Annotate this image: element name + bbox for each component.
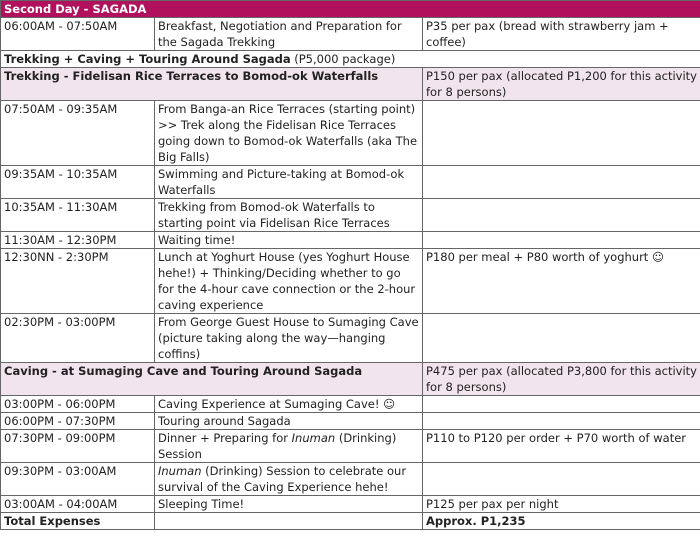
activity-emphasis: Inuman (291, 431, 336, 445)
time-cell: 03:00AM - 04:00AM (1, 496, 155, 513)
table-row (1, 496, 700, 513)
table-row (1, 314, 700, 363)
table-row (1, 463, 700, 496)
time-cell: 07:30PM - 09:00PM (1, 430, 155, 463)
table-row (1, 430, 700, 463)
cost-cell: P125 per pax per night (423, 496, 700, 513)
cost-cell (423, 314, 700, 363)
table-row (1, 396, 700, 413)
activity-cell: From Banga-an Rice Terraces (starting point) >> Trek along the Fidelisan Rice Terraces going down to Bomod-ok Waterfalls (aka The Big Falls) (155, 101, 423, 166)
total-label: Total Expenses (1, 513, 155, 530)
activity-cell: Sleeping Time! (155, 496, 423, 513)
time-cell: 06:00PM - 07:30PM (1, 413, 155, 430)
activity-cell: Waiting time! (155, 232, 423, 249)
time-cell: 06:00AM - 07:50AM (1, 18, 155, 51)
activity-cell: Lunch at Yoghurt House (yes Yoghurt House hehe!) + Thinking/Deciding whether to go for the 4-hour cave connection or the 2-hour caving experience (155, 249, 423, 314)
activity-cell (155, 463, 423, 496)
package-row (1, 51, 700, 68)
cost-cell (423, 101, 700, 166)
cost-cell (423, 463, 700, 496)
title-row (1, 1, 700, 18)
cost-cell (423, 166, 700, 199)
activity-cell: From George Guest House to Sumaging Cave (picture taking along the way—hanging coffins) (155, 314, 423, 363)
table-row (1, 232, 700, 249)
activity-cell: Breakfast, Negotiation and Preparation for the Sagada Trekking (155, 18, 423, 51)
activity-cell (155, 430, 423, 463)
package-label-bold: Trekking + Caving + Touring Around Sagada (4, 52, 291, 66)
cave-section-row (1, 363, 700, 396)
cost-cell (423, 413, 700, 430)
table-row (1, 101, 700, 166)
table-row (1, 18, 700, 51)
time-cell: 12:30NN - 2:30PM (1, 249, 155, 314)
total-value: Approx. P1,235 (423, 513, 700, 530)
activity-cell: Swimming and Picture-taking at Bomod-ok Waterfalls (155, 166, 423, 199)
table-row (1, 199, 700, 232)
cave-section-label: Caving - at Sumaging Cave and Touring Around Sagada (1, 363, 423, 396)
table-row (1, 166, 700, 199)
time-cell: 11:30AM - 12:30PM (1, 232, 155, 249)
activity-text: (Drinking) Session to celebrate our survival of the Caving Experience hehe! (158, 464, 407, 494)
trek-section-cost: P150 per pax (allocated P1,200 for this activity for 8 persons) (423, 68, 700, 101)
trek-section-row (1, 68, 700, 101)
package-price: (P5,000 package) (290, 52, 396, 66)
day-title: Second Day - SAGADA (1, 1, 700, 18)
activity-text: Dinner + Preparing for (158, 431, 292, 445)
time-cell: 07:50AM - 09:35AM (1, 101, 155, 166)
time-cell: 09:30PM - 03:00AM (1, 463, 155, 496)
table-row (1, 413, 700, 430)
table-row (1, 249, 700, 314)
time-cell: 03:00PM - 06:00PM (1, 396, 155, 413)
time-cell: 09:35AM - 10:35AM (1, 166, 155, 199)
activity-cell: Caving Experience at Sumaging Cave! ☺ (155, 396, 423, 413)
cost-cell (423, 232, 700, 249)
cost-cell: P180 per meal + P80 worth of yoghurt ☺ (423, 249, 700, 314)
cost-cell: P110 to P120 per order + P70 worth of water (423, 430, 700, 463)
time-cell: 02:30PM - 03:00PM (1, 314, 155, 363)
trek-section-label: Trekking - Fidelisan Rice Terraces to Bomod-ok Waterfalls (1, 68, 423, 101)
activity-text: (Drinking) Session (158, 431, 397, 461)
cave-section-cost: P475 per pax (allocated P3,800 for this activity for 8 persons) (423, 363, 700, 396)
cost-cell (423, 199, 700, 232)
activity-cell: Touring around Sagada (155, 413, 423, 430)
total-row (1, 513, 700, 530)
activity-cell: Trekking from Bomod-ok Waterfalls to starting point via Fidelisan Rice Terraces (155, 199, 423, 232)
cost-cell (423, 396, 700, 413)
activity-emphasis: Inuman (158, 464, 202, 478)
package-label (1, 51, 700, 68)
time-cell: 10:35AM - 11:30AM (1, 199, 155, 232)
cost-cell: P35 per pax (bread with strawberry jam + coffee) (423, 18, 700, 51)
total-spacer (155, 513, 423, 530)
